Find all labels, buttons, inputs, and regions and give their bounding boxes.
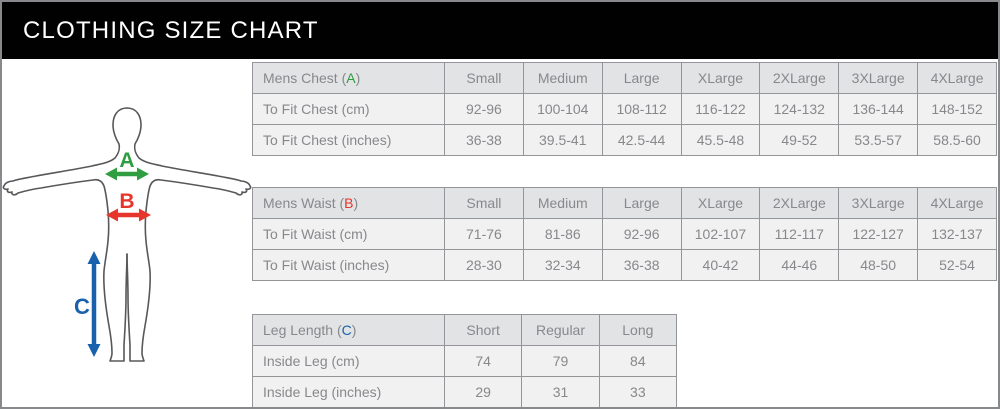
size-value-cell: 44-46: [760, 250, 839, 281]
table-title-text: Mens Waist (: [263, 195, 345, 211]
table-title-close: ): [353, 195, 359, 211]
size-value-cell: 136-144: [839, 94, 918, 125]
size-col-header: 4XLarge: [918, 63, 997, 94]
size-tables-panel: [252, 59, 998, 407]
table-title-text: Mens Chest (: [263, 70, 347, 86]
size-value-cell: 52-54: [918, 250, 997, 281]
size-col-header: Large: [602, 188, 681, 219]
size-value-cell: 81-86: [523, 219, 602, 250]
table-row: [253, 219, 997, 250]
size-value-cell: 124-132: [760, 94, 839, 125]
header-row: [253, 63, 997, 94]
size-value-cell: 36-38: [602, 250, 681, 281]
size-value-cell: 92-96: [445, 94, 524, 125]
leg-length-table: [252, 314, 677, 408]
size-value-cell: 132-137: [918, 219, 997, 250]
size-col-header: Long: [599, 315, 676, 346]
size-value-cell: 100-104: [523, 94, 602, 125]
size-value-cell: 71-76: [445, 219, 524, 250]
marker-letter-b: B: [344, 195, 354, 211]
body-outline: [3, 108, 250, 361]
size-value-cell: 53.5-57: [839, 125, 918, 156]
size-value-cell: 31: [522, 377, 599, 408]
spec-row-label: To Fit Waist (inches): [253, 250, 445, 281]
size-col-header: Medium: [523, 188, 602, 219]
table-title-cell: [253, 315, 445, 346]
spec-row-label: To Fit Chest (inches): [253, 125, 445, 156]
table-title-close: ): [351, 322, 357, 338]
body-measurement-diagram: [2, 59, 252, 407]
size-col-header: Regular: [522, 315, 599, 346]
size-col-header: XLarge: [681, 188, 760, 219]
size-value-cell: 32-34: [523, 250, 602, 281]
size-col-header: Medium: [523, 63, 602, 94]
table-title-close: ): [355, 70, 361, 86]
title-bar: [2, 2, 998, 59]
size-col-header: 2XLarge: [760, 188, 839, 219]
leg-arrow-c: [74, 251, 100, 357]
leg-label-c: C: [74, 294, 90, 319]
table-title-cell: [253, 63, 445, 94]
size-value-cell: 49-52: [760, 125, 839, 156]
waist-label-b: B: [119, 190, 135, 213]
size-value-cell: 108-112: [602, 94, 681, 125]
body-diagram-panel: [2, 59, 252, 407]
spec-row-label: To Fit Chest (cm): [253, 94, 445, 125]
size-value-cell: 28-30: [445, 250, 524, 281]
marker-letter-c: C: [341, 322, 352, 338]
size-value-cell: 39.5-41: [523, 125, 602, 156]
waist-arrow-b: [106, 190, 151, 222]
size-col-header: Small: [445, 188, 524, 219]
table-title-text: Leg Length (: [263, 322, 342, 338]
table-title-cell: [253, 188, 445, 219]
chest-arrow-a: [105, 149, 149, 181]
header-row: [253, 315, 677, 346]
size-value-cell: 40-42: [681, 250, 760, 281]
mens-waist-table: [252, 187, 997, 281]
table-row: [253, 250, 997, 281]
size-value-cell: 33: [599, 377, 676, 408]
size-value-cell: 42.5-44: [602, 125, 681, 156]
size-col-header: 2XLarge: [760, 63, 839, 94]
size-col-header: Large: [602, 63, 681, 94]
chest-label-a: A: [119, 149, 135, 172]
size-value-cell: 45.5-48: [681, 125, 760, 156]
content-area: [2, 59, 998, 407]
size-col-header: Small: [445, 63, 524, 94]
table-row: [253, 377, 677, 408]
table-row: [253, 125, 997, 156]
size-col-header: 3XLarge: [839, 63, 918, 94]
table-row: [253, 94, 997, 125]
mens-chest-table: [252, 62, 997, 156]
header-row: [253, 188, 997, 219]
spec-row-label: Inside Leg (inches): [253, 377, 445, 408]
size-value-cell: 36-38: [445, 125, 524, 156]
size-col-header: XLarge: [681, 63, 760, 94]
spec-row-label: Inside Leg (cm): [253, 346, 445, 377]
size-col-header: Short: [445, 315, 522, 346]
size-value-cell: 122-127: [839, 219, 918, 250]
size-value-cell: 102-107: [681, 219, 760, 250]
size-value-cell: 74: [445, 346, 522, 377]
marker-letter-a: A: [346, 70, 356, 86]
size-value-cell: 84: [599, 346, 676, 377]
size-value-cell: 148-152: [918, 94, 997, 125]
size-value-cell: 29: [445, 377, 522, 408]
size-value-cell: 58.5-60: [918, 125, 997, 156]
size-value-cell: 79: [522, 346, 599, 377]
table-row: [253, 346, 677, 377]
size-value-cell: 92-96: [602, 219, 681, 250]
size-col-header: 3XLarge: [839, 188, 918, 219]
size-value-cell: 116-122: [681, 94, 760, 125]
size-col-header: 4XLarge: [918, 188, 997, 219]
size-value-cell: 112-117: [760, 219, 839, 250]
size-value-cell: 48-50: [839, 250, 918, 281]
spec-row-label: To Fit Waist (cm): [253, 219, 445, 250]
page-title: CLOTHING SIZE CHART: [23, 16, 319, 44]
